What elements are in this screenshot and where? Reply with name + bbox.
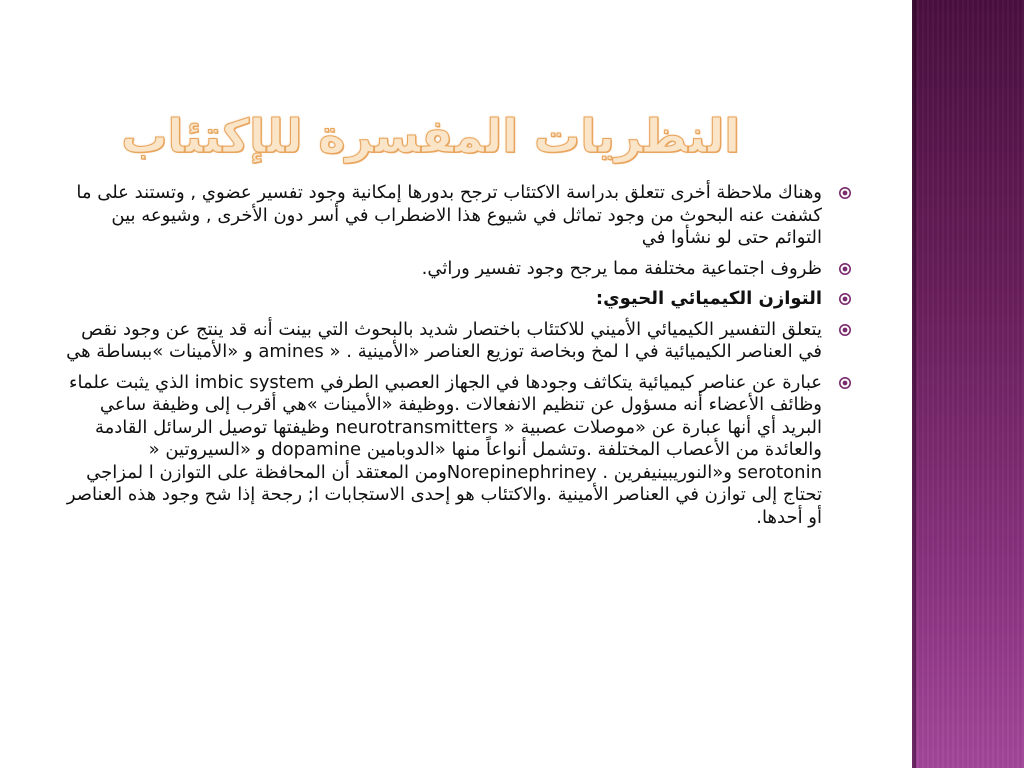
bullet-heading bbox=[62, 288, 852, 311]
circle-dot-icon bbox=[838, 292, 852, 306]
bullet-paragraph bbox=[62, 182, 852, 250]
circle-dot-icon bbox=[838, 262, 852, 276]
paragraph-text: يتعلق التفسير الكيميائي الأميني للاكتئاب باختصار شديد بالبحوث التي بينت أنه قد ينتج عن وجود نقص في العناصر الكيميائية في ا لمخ وبخاصة توزيع العناصر «الأمينية . « amines و «الأمينات »ببساطة هي bbox=[66, 318, 822, 362]
paragraph-text: وهناك ملاحظة أخرى تتعلق بدراسة الاكتئاب ترجح بدورها إمكانية وجود تفسير عضوي , وتستند على ما كشفت عنه البحوث من وجود تماثل في شيوع هذا الاضطراب في أسر دون الأخرى , وشيوعه بين التوائم حتى لو نشأوا في bbox=[76, 182, 822, 248]
slide-body bbox=[62, 182, 852, 537]
paragraph-text: ظروف اجتماعية مختلفة مما يرجح وجود تفسير وراثي. bbox=[421, 257, 822, 279]
circle-dot-icon bbox=[838, 186, 852, 200]
circle-dot-icon bbox=[838, 376, 852, 390]
bullet-paragraph bbox=[62, 258, 852, 281]
section-heading: التوازن الكيميائي الحيوي: bbox=[595, 288, 822, 309]
paragraph-text: عبارة عن عناصر كيميائية يتكاثف وجودها في الجهاز العصبي الطرفي imbic system الذي يثبت علماء وظائف الأعضاء أنه مسؤول عن تنظيم الانفعالات .ووظيفة «الأمينات »هي أقرب إلى وظيفة ساعي البريد أي أنها عبارة عن «موصلات عصبية « neurotransmitters وظيفتها توصيل الرسائل القادمة والعائدة من الأعصاب المختلفة .وتشمل أنواعاً منها «الدوبامين dopamine و «السيروتين « serotonin و«النوريبينيفرين . Norepinephrineyومن المعتقد أن المحافظة على التوازن ا لمزاجي تحتاج إلى توازن في العناصر الأمينية .والاكتئاب هو إحدى الاستجابات ا; رجحة إذا شح وجود هذه العناصر أو أحدها. bbox=[66, 371, 822, 528]
bullet-paragraph bbox=[62, 319, 852, 364]
circle-dot-icon bbox=[838, 323, 852, 337]
slide-title: النظريات المفسرة للإكتئاب bbox=[121, 109, 740, 163]
bullet-paragraph bbox=[62, 372, 852, 530]
side-bar-texture bbox=[912, 0, 1024, 768]
decorative-side-bar bbox=[912, 0, 1024, 768]
